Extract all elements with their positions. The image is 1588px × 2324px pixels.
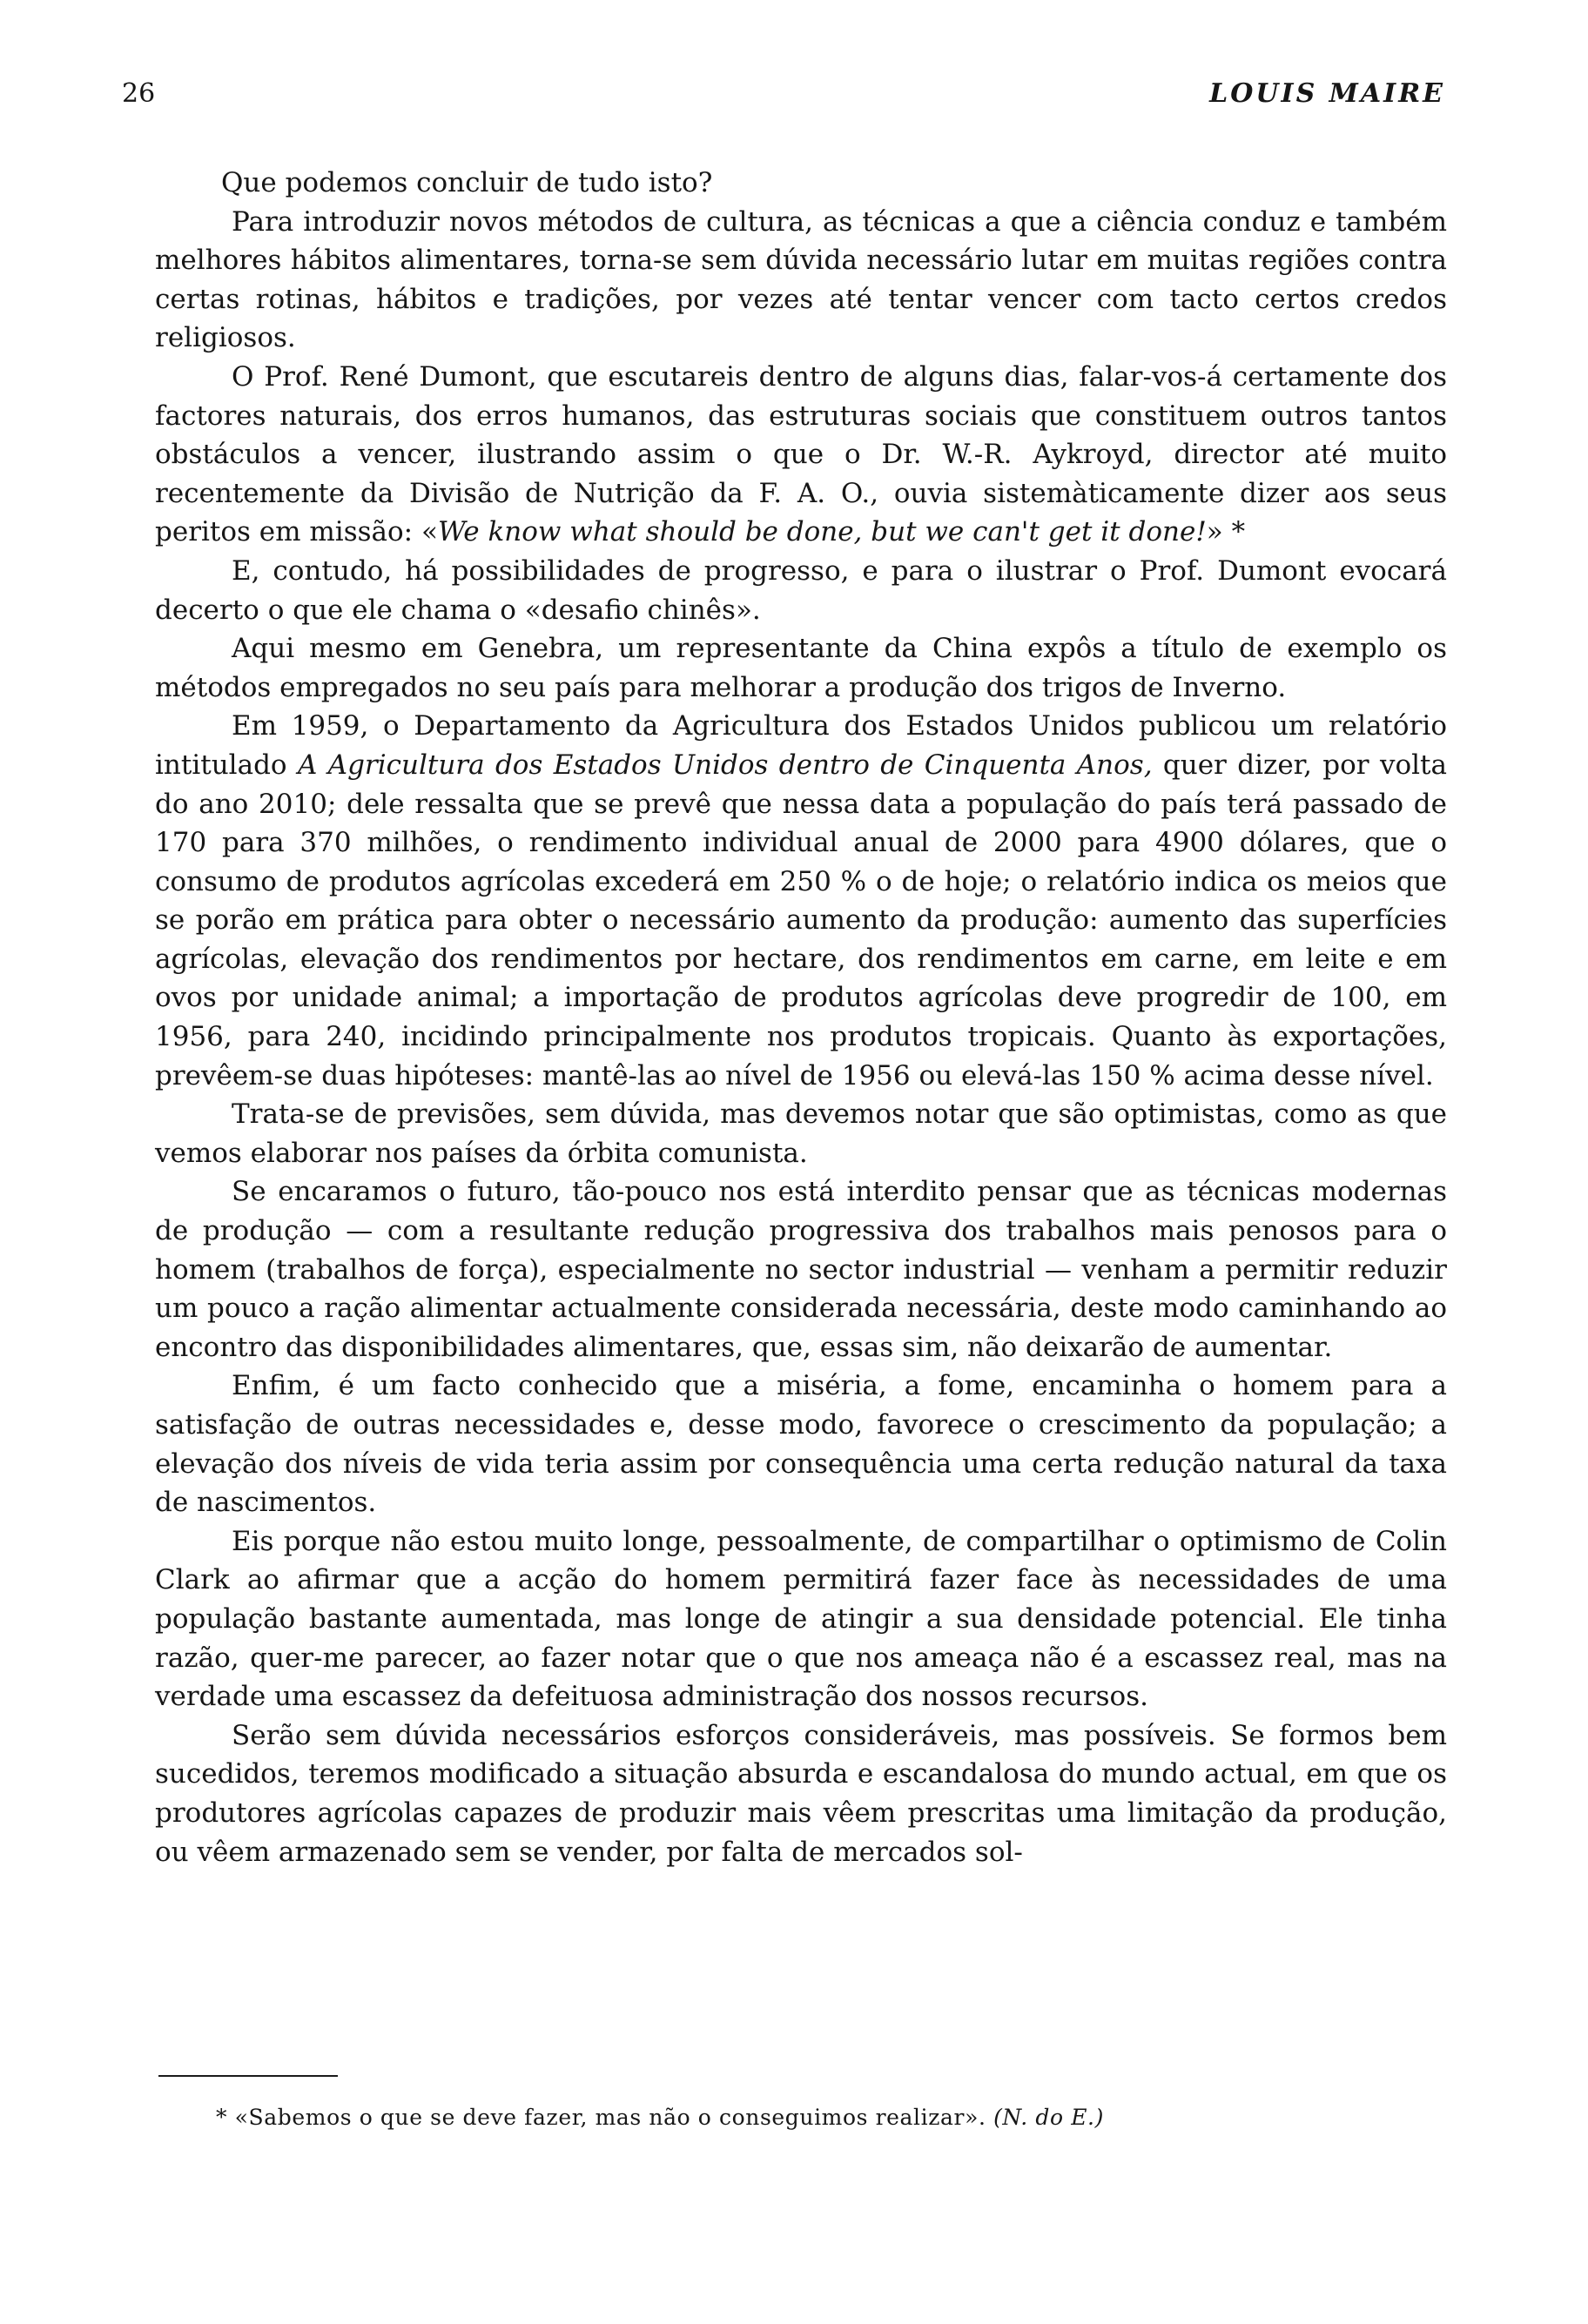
footnote-editor-note: (N. do E.) [993,2105,1104,2130]
paragraph-11: Serão sem dúvida necessários esforços consideráveis, mas possíveis. Se formos bem sucedidos, teremos modificado a situação absurda e escandalosa do mundo actual, em que os produtores agrícolas capazes de produzir mais vêem prescritas uma limitação da produção, ou vêem armazenado sem se vender, por falta de mercados sol- [155,1719,1447,1868]
paragraph-8: Se encaramos o futuro, tão-pouco nos está interdito pensar que as técnicas modernas de produção — com a resultante redução progressiva dos trabalhos mais penosos para o homem (trabalhos de força), especialmente no sector industrial — venham a permitir reduzir um pouco a ração alimentar actualmente considerada necessária, deste modo caminhando ao encontro das disponibilidades alimentares, que, essas sim, não deixarão de aumentar. [155,1176,1447,1363]
paragraph-10: Eis porque não estou muito longe, pessoalmente, de compartilhar o optimismo de Colin Clark ao afirmar que a acção do homem permitirá fazer face às necessidades de uma população bastante aumentada, mas longe de atingir a sua densidade potencial. Ele tinha razão, quer-me parecer, ao fazer notar que o que nos ameaça não é a escassez real, mas na verdade uma escassez da defeituosa administração dos nossos recursos. [155,1525,1447,1713]
paragraph-6-rest: quer dizer, por volta do ano 2010; dele ressalta que se prevê que nessa data a população do país terá passado de 170 para 370 milhões, o rendimento individual anual de 2000 para 4900 dólares, que o consumo de produtos agrícolas excederá em 250 % o de hoje; o relatório indica os meios que se porão em prática para obter o necessário aumento da produção: aumento das superfícies agrícolas, elevação dos rendimentos por hectare, dos rendimentos em carne, em leite e em ovos por unidade animal; a importação de produtos agrícolas deve progredir de 100, em 1956, para 240, incidindo principalmente nos produtos tropicais. Quanto às exportações, prevêem-se duas hipóteses: mantê-las ao nível de 1956 ou elevá-las 150 % acima desse nível. [155,749,1447,1091]
paragraph-5: Aqui mesmo em Genebra, um representante da China expôs a título de exemplo os métodos empregados no seu país para melhorar a produção dos trigos de Inverno. [155,633,1447,703]
report-title: A Agricultura dos Estados Unidos dentro de Cinquenta Anos, [297,749,1153,781]
paragraph-7: Trata-se de previsões, sem dúvida, mas devemos notar que são optimistas, como as que vemos elaborar nos países da órbita comunista. [155,1098,1447,1169]
footnote [216,2102,1391,2133]
paragraph-1: Que podemos concluir de tudo isto? [221,167,713,198]
body-text [155,164,1447,1871]
paragraph-3-text: O Prof. René Dumont, que escutareis dentro de alguns dias, falar-vos-á certamente dos factores naturais, dos erros humanos, das estruturas sociais que constituem outros tantos obstáculos a vencer, ilustrando assim o que o Dr. W.-R. Aykroyd, director até muito recentemente da Divisão de Nutrição da F. A. O., ouvia sistemàticamente dizer aos seus peritos em missão: « [155,360,1447,548]
paragraph-6 [155,707,1447,1095]
paragraph-4: E, contudo, há possibilidades de progresso, e para o ilustrar o Prof. Dumont evocará decerto o que ele chama o «desafio chinês». [155,554,1447,626]
footnote-text: * «Sabemos o que se deve fazer, mas não o conseguimos realizar». [216,2105,986,2130]
paragraph-2: Para introduzir novos métodos de cultura, as técnicas a que a ciência conduz e também melhores hábitos alimentares, torna-se sem dúvida necessário lutar em muitas regiões contra certas rotinas, hábitos e tradições, por vezes até tentar vencer com tacto certos credos religiosos. [155,205,1447,354]
footnote-rule [158,2075,338,2077]
paragraph-6-lead: Em 1959, o Departamento da Agricultura dos Estados Unidos publicou um relatório intitulado [155,710,1447,781]
running-header [122,77,1445,111]
page-number: 26 [122,78,156,109]
paragraph-9: Enfim, é um facto conhecido que a miséria, a fome, encaminha o homem para a satisfação de outras necessidades e, desse modo, favorece o crescimento da população; a elevação dos níveis de vida teria assim por consequência uma certa redução natural da taxa de nascimentos. [155,1370,1447,1519]
footnote-marker: » * [1206,516,1246,548]
english-quote: We know what should be done, but we can't get it done! [437,516,1207,548]
running-title: LOUIS MAIRE [1209,78,1445,109]
paragraph-3 [155,358,1447,552]
